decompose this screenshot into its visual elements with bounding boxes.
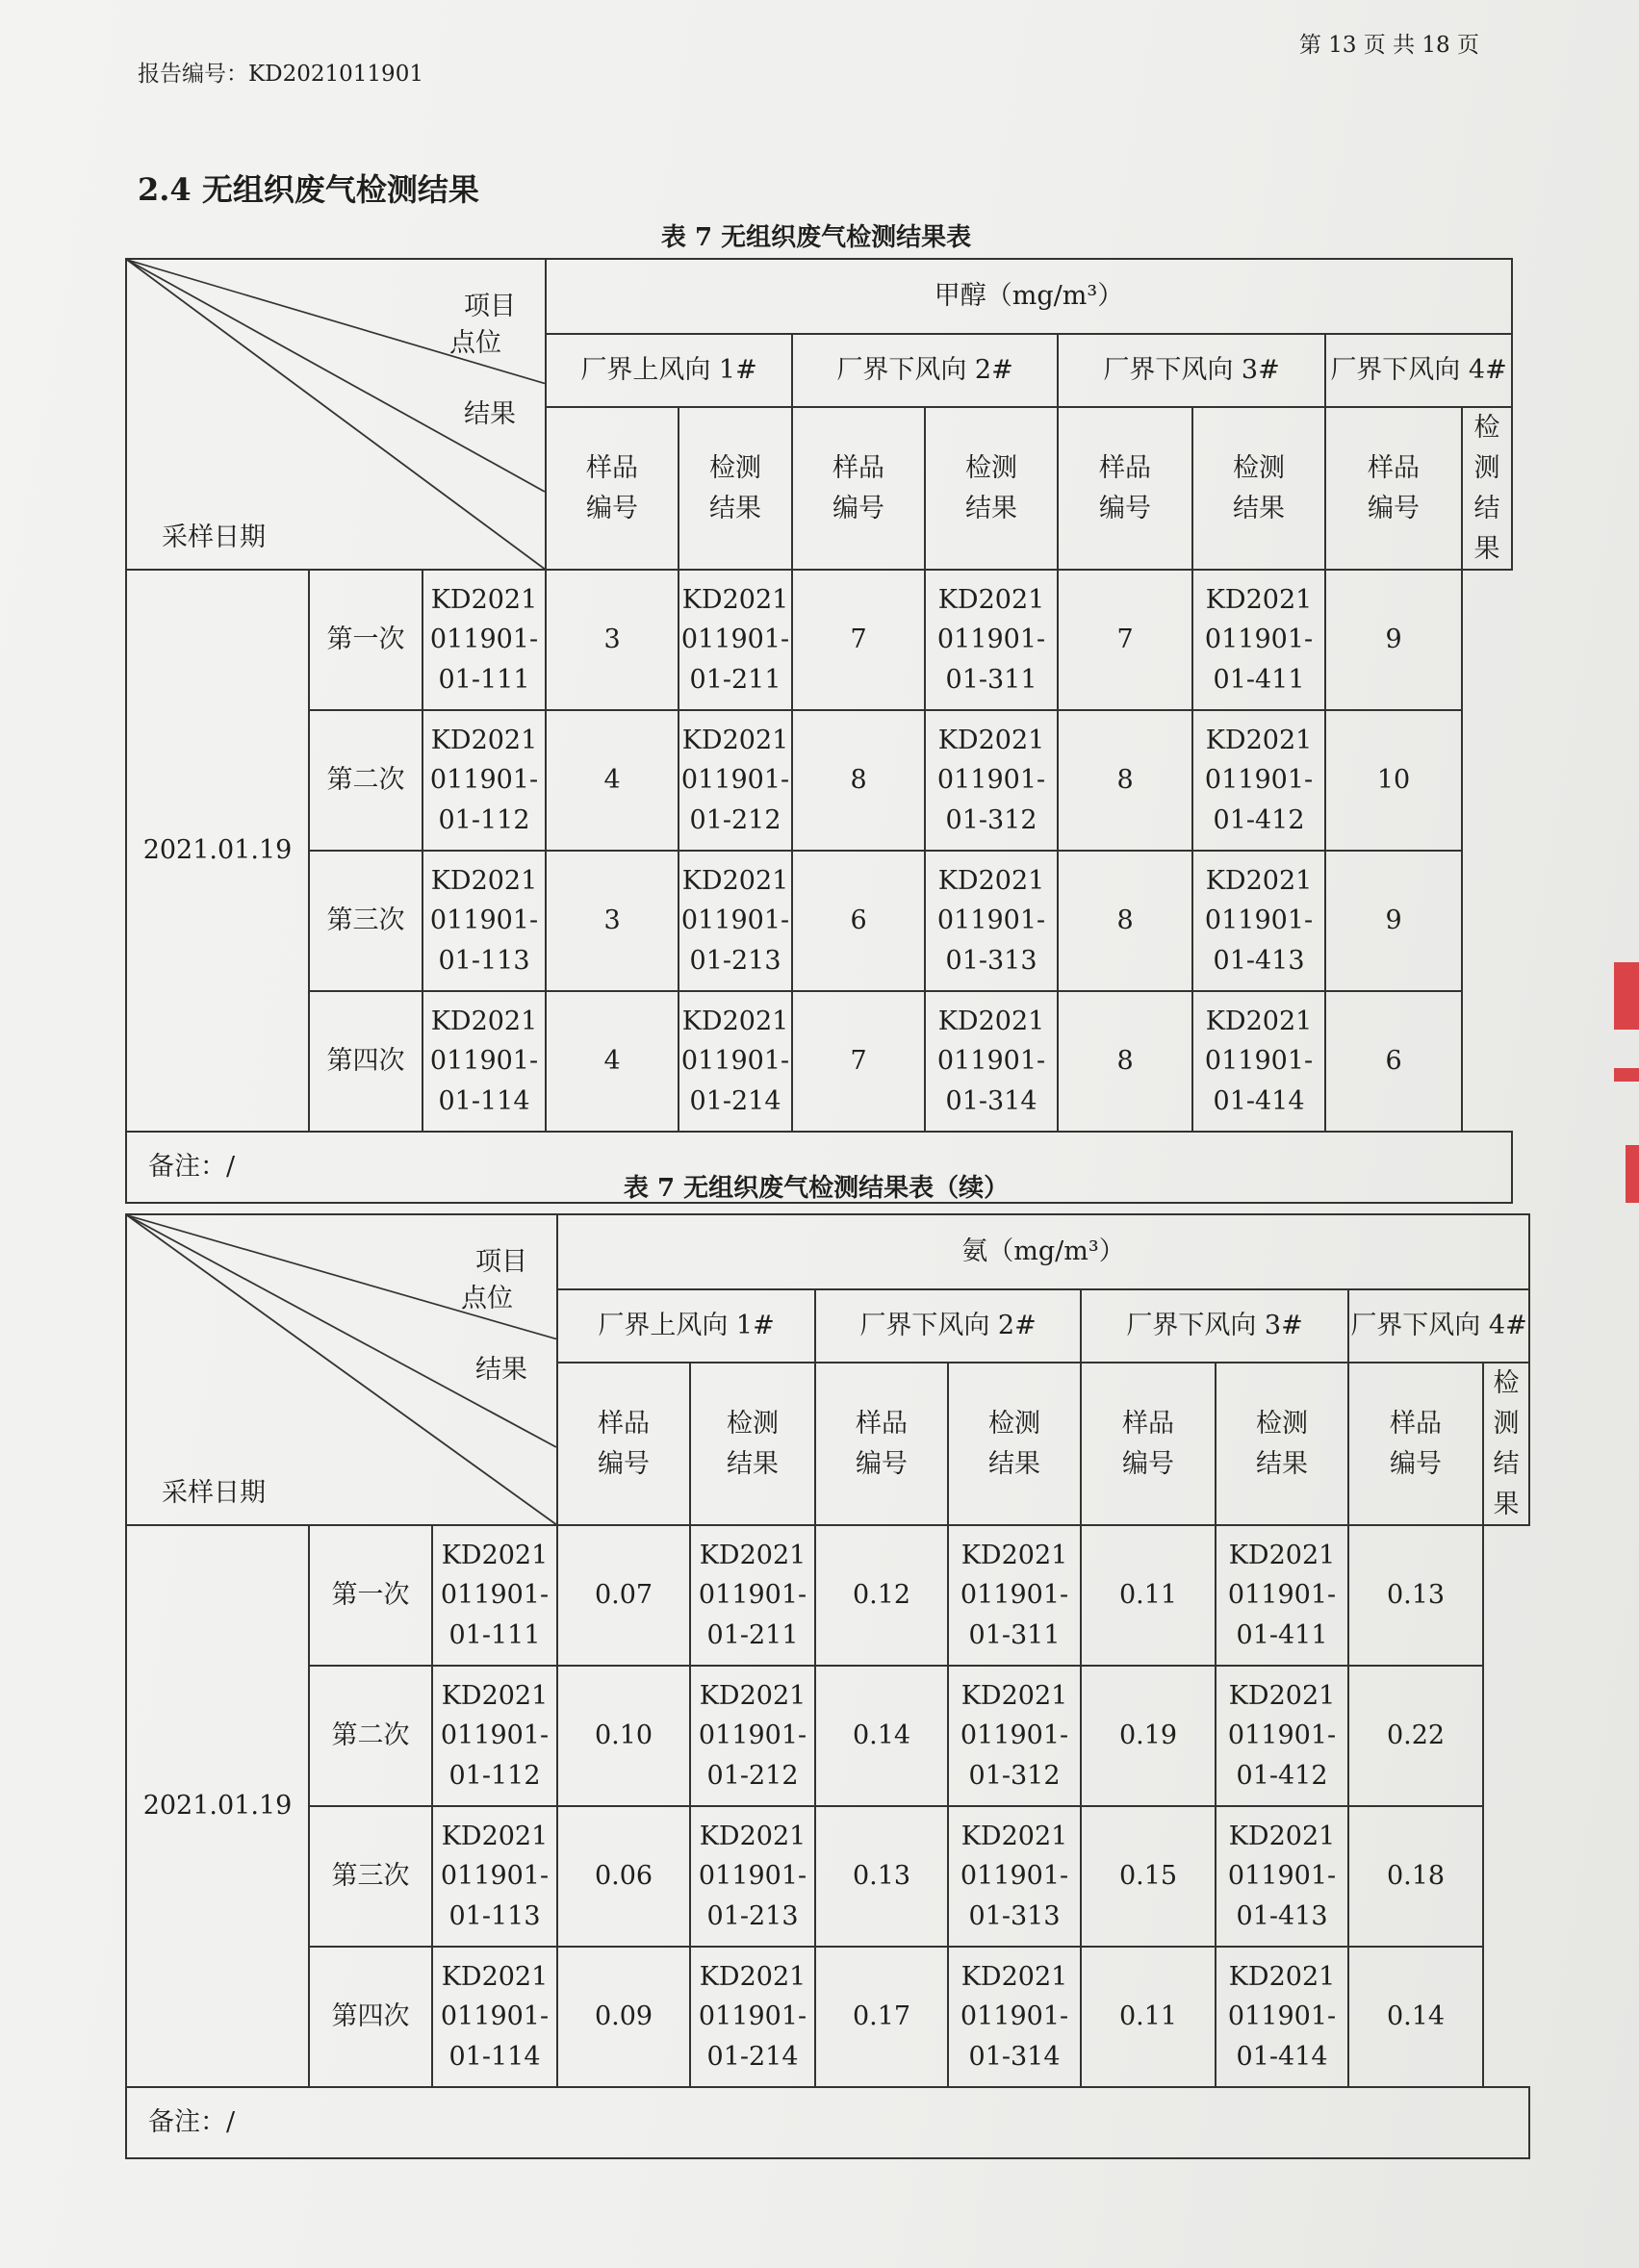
- table-row: [126, 1947, 1529, 2087]
- sample-no-header: 样品 编号: [557, 1363, 690, 1525]
- diag-date-label: 采样日期: [162, 1477, 266, 1508]
- stamp-edge: [1626, 1145, 1639, 1203]
- table-row: [126, 710, 1512, 851]
- sample-number: KD2021 011901- 01-212: [679, 710, 792, 851]
- sample-no-header: 样品 编号: [1348, 1363, 1483, 1525]
- table-row: [126, 1525, 1529, 1666]
- test-result: 0.14: [815, 1666, 948, 1806]
- sample-number: KD2021 011901- 01-111: [432, 1525, 557, 1666]
- table-caption: 表 7 无组织废气检测结果表: [660, 223, 972, 252]
- test-result: 6: [792, 851, 925, 991]
- test-result: 3: [546, 851, 679, 991]
- sampling-round: 第三次: [309, 1806, 432, 1947]
- test-result: 0.18: [1348, 1806, 1483, 1947]
- test-result: 0.19: [1081, 1666, 1216, 1806]
- test-result: 0.09: [557, 1947, 690, 2087]
- sample-number: KD2021 011901- 01-113: [423, 851, 546, 991]
- point-header: 厂界下风向 4#: [1325, 334, 1512, 407]
- table-row: [126, 1666, 1529, 1806]
- sample-number: KD2021 011901- 01-213: [679, 851, 792, 991]
- report-number: 报告编号：KD2021011901: [138, 62, 423, 87]
- sample-number: KD2021 011901- 01-414: [1192, 991, 1325, 1132]
- diagonal-header-cell: [126, 259, 546, 570]
- sample-number: KD2021 011901- 01-412: [1216, 1666, 1348, 1806]
- sample-no-header: 样品 编号: [792, 407, 925, 570]
- point-header: 厂界下风向 3#: [1058, 334, 1325, 407]
- point-header: 厂界下风向 2#: [815, 1289, 1081, 1363]
- test-result: 8: [1058, 851, 1192, 991]
- test-result: 7: [792, 570, 925, 710]
- table-row: [126, 1806, 1529, 1947]
- sample-no-header: 样品 编号: [546, 407, 679, 570]
- test-result: 9: [1325, 851, 1462, 991]
- sample-number: KD2021 011901- 01-314: [948, 1947, 1081, 2087]
- test-result: 0.06: [557, 1806, 690, 1947]
- test-result: 0.17: [815, 1947, 948, 2087]
- test-result: 6: [1325, 991, 1462, 1132]
- test-result: 0.14: [1348, 1947, 1483, 2087]
- test-result: 0.13: [815, 1806, 948, 1947]
- test-result-header: 检测 结果: [679, 407, 792, 570]
- table-row: [126, 570, 1512, 710]
- test-result: 7: [792, 991, 925, 1132]
- diag-item-label: 项目: [464, 292, 517, 321]
- test-result-header: 检测 结果: [948, 1363, 1081, 1525]
- diag-point-label: 点位: [449, 328, 502, 358]
- test-result: 9: [1325, 570, 1462, 710]
- test-result: 0.12: [815, 1525, 948, 1666]
- test-result: 4: [546, 710, 679, 851]
- methanol-results-table: [125, 258, 1513, 1204]
- sample-number: KD2021 011901- 01-412: [1192, 710, 1325, 851]
- sample-number: KD2021 011901- 01-112: [432, 1666, 557, 1806]
- diag-item-label: 项目: [475, 1247, 528, 1277]
- sample-no-header: 样品 编号: [1081, 1363, 1216, 1525]
- sampling-round: 第三次: [309, 851, 423, 991]
- sampling-date: 2021.01.19: [126, 1525, 309, 2087]
- sampling-round: 第一次: [309, 570, 423, 710]
- stamp-edge: [1614, 962, 1639, 1030]
- test-result: 0.07: [557, 1525, 690, 1666]
- test-result: 0.10: [557, 1666, 690, 1806]
- sampling-round: 第二次: [309, 710, 423, 851]
- test-result-header: 检测 结果: [1483, 1363, 1529, 1525]
- point-header: 厂界下风向 4#: [1348, 1289, 1529, 1363]
- sample-number: KD2021 011901- 01-311: [925, 570, 1058, 710]
- sample-no-header: 样品 编号: [1325, 407, 1462, 570]
- diag-date-label: 采样日期: [162, 522, 266, 552]
- test-result: 0.11: [1081, 1947, 1216, 2087]
- sample-no-header: 样品 编号: [1058, 407, 1192, 570]
- sample-number: KD2021 011901- 01-212: [690, 1666, 815, 1806]
- sample-number: KD2021 011901- 01-111: [423, 570, 546, 710]
- sampling-round: 第四次: [309, 991, 423, 1132]
- test-result: 4: [546, 991, 679, 1132]
- sampling-date: 2021.01.19: [126, 570, 309, 1132]
- sample-number: KD2021 011901- 01-311: [948, 1525, 1081, 1666]
- sample-number: KD2021 011901- 01-113: [432, 1806, 557, 1947]
- point-header: 厂界上风向 1#: [546, 334, 792, 407]
- test-result: 8: [1058, 710, 1192, 851]
- sample-number: KD2021 011901- 01-411: [1216, 1525, 1348, 1666]
- test-result: 0.22: [1348, 1666, 1483, 1806]
- diag-result-label: 结果: [464, 399, 517, 429]
- test-result: 0.11: [1081, 1525, 1216, 1666]
- ammonia-results-table: [125, 1213, 1530, 2159]
- test-result: 0.15: [1081, 1806, 1216, 1947]
- sample-number: KD2021 011901- 01-411: [1192, 570, 1325, 710]
- sample-number: KD2021 011901- 01-313: [925, 851, 1058, 991]
- sample-number: KD2021 011901- 01-313: [948, 1806, 1081, 1947]
- page-number: 第 13 页 共 18 页: [1298, 33, 1479, 58]
- test-result-header: 检测 结果: [1462, 407, 1512, 570]
- stamp-edge: [1614, 1068, 1639, 1082]
- section-title: 2.4 无组织废气检测结果: [138, 171, 479, 208]
- sample-number: KD2021 011901- 01-414: [1216, 1947, 1348, 2087]
- test-result-header: 检测 结果: [690, 1363, 815, 1525]
- table-row: [126, 991, 1512, 1132]
- sample-number: KD2021 011901- 01-214: [679, 991, 792, 1132]
- test-result: 3: [546, 570, 679, 710]
- sample-number: KD2021 011901- 01-211: [690, 1525, 815, 1666]
- table-caption-continued: 表 7 无组织废气检测结果表（续）: [623, 1174, 1010, 1203]
- point-header: 厂界下风向 3#: [1081, 1289, 1348, 1363]
- sample-number: KD2021 011901- 01-213: [690, 1806, 815, 1947]
- test-result: 8: [1058, 991, 1192, 1132]
- sampling-round: 第四次: [309, 1947, 432, 2087]
- sample-number: KD2021 011901- 01-112: [423, 710, 546, 851]
- sample-number: KD2021 011901- 01-114: [423, 991, 546, 1132]
- sample-number: KD2021 011901- 01-413: [1192, 851, 1325, 991]
- diagonal-header-cell: [126, 1214, 557, 1525]
- sampling-round: 第二次: [309, 1666, 432, 1806]
- sample-number: KD2021 011901- 01-312: [925, 710, 1058, 851]
- table-row: [126, 851, 1512, 991]
- item-header: 氨（mg/m³）: [557, 1214, 1529, 1289]
- sample-number: KD2021 011901- 01-312: [948, 1666, 1081, 1806]
- test-result: 0.13: [1348, 1525, 1483, 1666]
- point-header: 厂界下风向 2#: [792, 334, 1058, 407]
- sample-number: KD2021 011901- 01-214: [690, 1947, 815, 2087]
- point-header: 厂界上风向 1#: [557, 1289, 815, 1363]
- sample-number: KD2021 011901- 01-114: [432, 1947, 557, 2087]
- test-result: 8: [792, 710, 925, 851]
- test-result: 7: [1058, 570, 1192, 710]
- item-header: 甲醇（mg/m³）: [546, 259, 1512, 334]
- remarks: 备注：/: [126, 1132, 1512, 1203]
- sample-no-header: 样品 编号: [815, 1363, 948, 1525]
- test-result-header: 检测 结果: [925, 407, 1058, 570]
- sampling-round: 第一次: [309, 1525, 432, 1666]
- sample-number: KD2021 011901- 01-211: [679, 570, 792, 710]
- test-result-header: 检测 结果: [1216, 1363, 1348, 1525]
- diag-point-label: 点位: [461, 1284, 514, 1313]
- diag-result-label: 结果: [475, 1355, 528, 1385]
- sample-number: KD2021 011901- 01-413: [1216, 1806, 1348, 1947]
- remarks: 备注：/: [126, 2087, 1529, 2158]
- test-result: 10: [1325, 710, 1462, 851]
- sample-number: KD2021 011901- 01-314: [925, 991, 1058, 1132]
- test-result-header: 检测 结果: [1192, 407, 1325, 570]
